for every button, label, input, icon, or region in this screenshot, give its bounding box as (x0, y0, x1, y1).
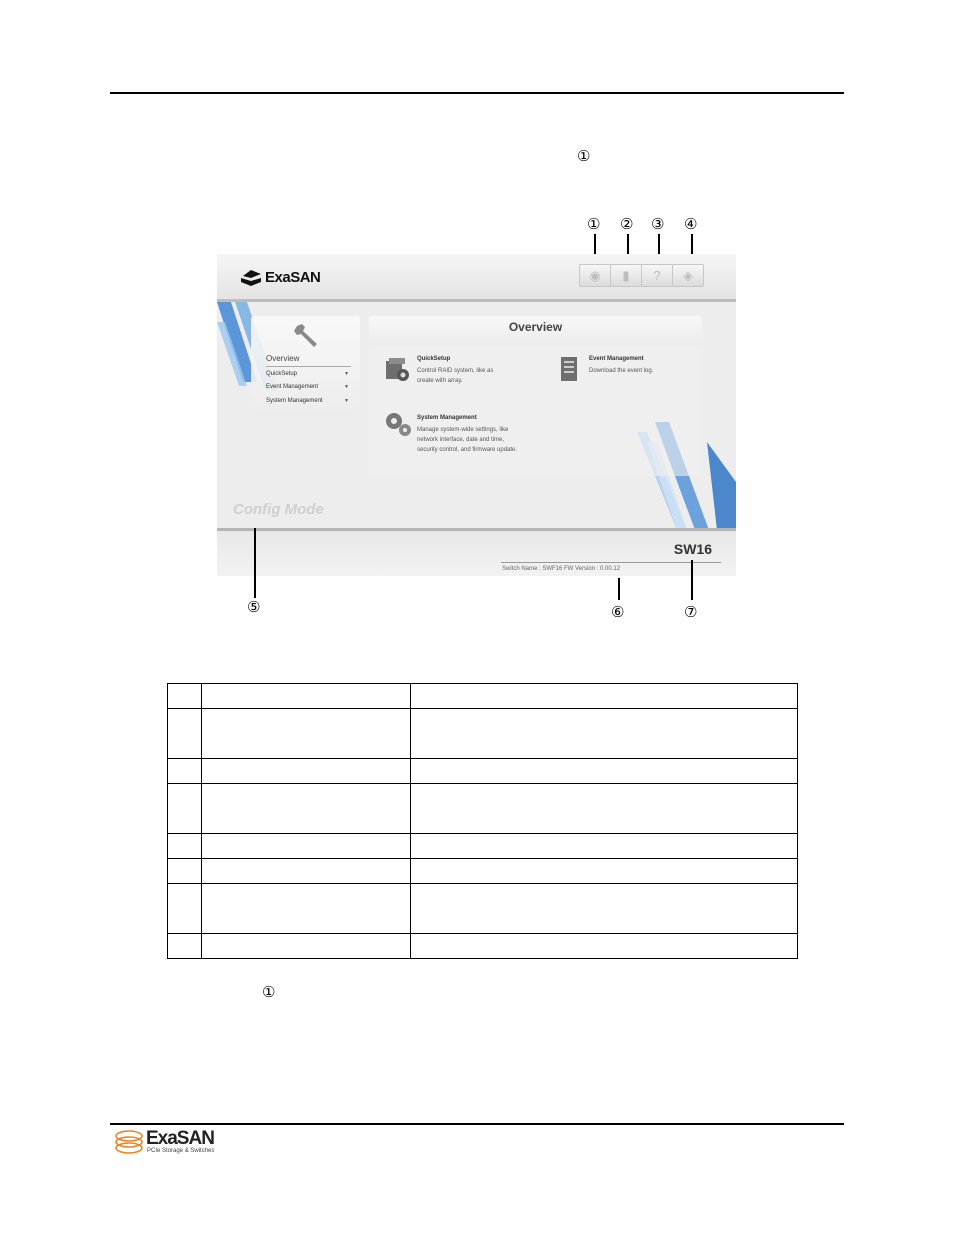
sidebar-item-quicksetup[interactable]: QuickSetup (266, 371, 298, 377)
table-cell-index (168, 759, 202, 784)
callout-6: ⑥ (611, 603, 625, 621)
table-cell-name (202, 859, 411, 884)
callout-7: ⑦ (684, 603, 698, 621)
chevron-down-icon[interactable]: ▼ (344, 371, 349, 377)
footer-tagline: PCIe Storage & Switches (147, 1148, 215, 1154)
eye-icon: ◉ (589, 268, 601, 283)
leader-line-5 (254, 528, 256, 598)
footer-rule (110, 1123, 844, 1125)
sidebar-item-system-management[interactable]: System Management (266, 398, 323, 404)
feature-title-event-management[interactable]: Event Management (589, 356, 644, 362)
table-cell-index (168, 834, 202, 859)
app-footer (217, 528, 736, 576)
callout-1: ① (587, 215, 601, 233)
table-cell-description (411, 709, 798, 759)
feature-title-quicksetup[interactable]: QuickSetup (417, 356, 451, 362)
question-icon: ? (653, 268, 661, 283)
table-row (168, 684, 798, 709)
table-cell-name (202, 684, 411, 709)
table-row (168, 934, 798, 959)
leader-line-7 (691, 560, 693, 600)
exasan-button[interactable] (672, 264, 704, 287)
description-table (167, 683, 798, 959)
footnote-callout-marker: ① (262, 983, 276, 1001)
callout-4: ④ (684, 215, 698, 233)
table-cell-index (168, 709, 202, 759)
callout-3: ③ (651, 215, 665, 233)
table-cell-index (168, 934, 202, 959)
exasan-logo-icon (239, 268, 263, 288)
table-cell-description (411, 884, 798, 934)
document-button[interactable] (610, 264, 642, 287)
help-button[interactable] (641, 264, 673, 287)
table-cell-description (411, 784, 798, 834)
table-row (168, 834, 798, 859)
app-body (217, 302, 736, 530)
header-rule (110, 92, 844, 94)
main-title-panel (369, 316, 702, 339)
table-cell-name (202, 834, 411, 859)
table-cell-description (411, 859, 798, 884)
view-button[interactable] (579, 264, 611, 287)
table-cell-description (411, 934, 798, 959)
exasan-disk-logo-icon (114, 1128, 146, 1156)
footer-logo (114, 1128, 224, 1158)
status-text: Switch Name : SWF16 FW Version : 0.00.12 (502, 566, 621, 572)
wrench-icon (293, 322, 321, 348)
chevron-down-icon[interactable]: ▼ (344, 384, 349, 390)
config-mode-label: Config Mode (233, 501, 324, 518)
table-row (168, 859, 798, 884)
ui-screenshot (217, 254, 736, 576)
callout-2: ② (620, 215, 634, 233)
table-row (168, 759, 798, 784)
feature-desc-event-management: Download the event log. (589, 368, 654, 374)
event-log-icon (559, 356, 581, 382)
footer-divider (501, 562, 721, 563)
table-cell-index (168, 784, 202, 834)
table-cell-description (411, 684, 798, 709)
leader-line-6 (618, 578, 620, 600)
intro-callout-marker: ① (577, 147, 591, 165)
chevron-down-icon[interactable]: ▼ (344, 398, 349, 404)
sidebar-item-event-management[interactable]: Event Management (266, 384, 319, 390)
sidebar-divider (266, 366, 351, 367)
table-cell-index (168, 684, 202, 709)
exasan-icon: ◈ (683, 268, 693, 283)
table-cell-description (411, 759, 798, 784)
table-cell-name (202, 709, 411, 759)
table-row (168, 784, 798, 834)
table-row (168, 709, 798, 759)
callout-5: ⑤ (247, 598, 261, 616)
table-cell-name (202, 784, 411, 834)
model-name: SW16 (673, 541, 712, 557)
table-cell-name (202, 759, 411, 784)
feature-desc-quicksetup: Control RAID system, like as create with array. (417, 368, 494, 384)
footer-brand: ExaSAN (146, 1128, 214, 1149)
logo-text: ExaSAN (265, 269, 321, 286)
feature-title-system-management[interactable]: System Management (417, 415, 477, 421)
gears-icon (383, 410, 413, 438)
quicksetup-icon (384, 356, 410, 382)
feature-desc-system-management: Manage system-wide settings, like network interface, date and time, security control, and firmware update. (417, 427, 518, 453)
table-row (168, 884, 798, 934)
table-cell-description (411, 834, 798, 859)
table-cell-name (202, 884, 411, 934)
table-cell-index (168, 859, 202, 884)
table-cell-index (168, 884, 202, 934)
page-title: Overview (508, 320, 563, 334)
app-header (217, 254, 736, 302)
table-cell-name (202, 934, 411, 959)
sidebar-heading[interactable]: Overview (266, 354, 300, 363)
document-icon: ▮ (622, 268, 630, 283)
